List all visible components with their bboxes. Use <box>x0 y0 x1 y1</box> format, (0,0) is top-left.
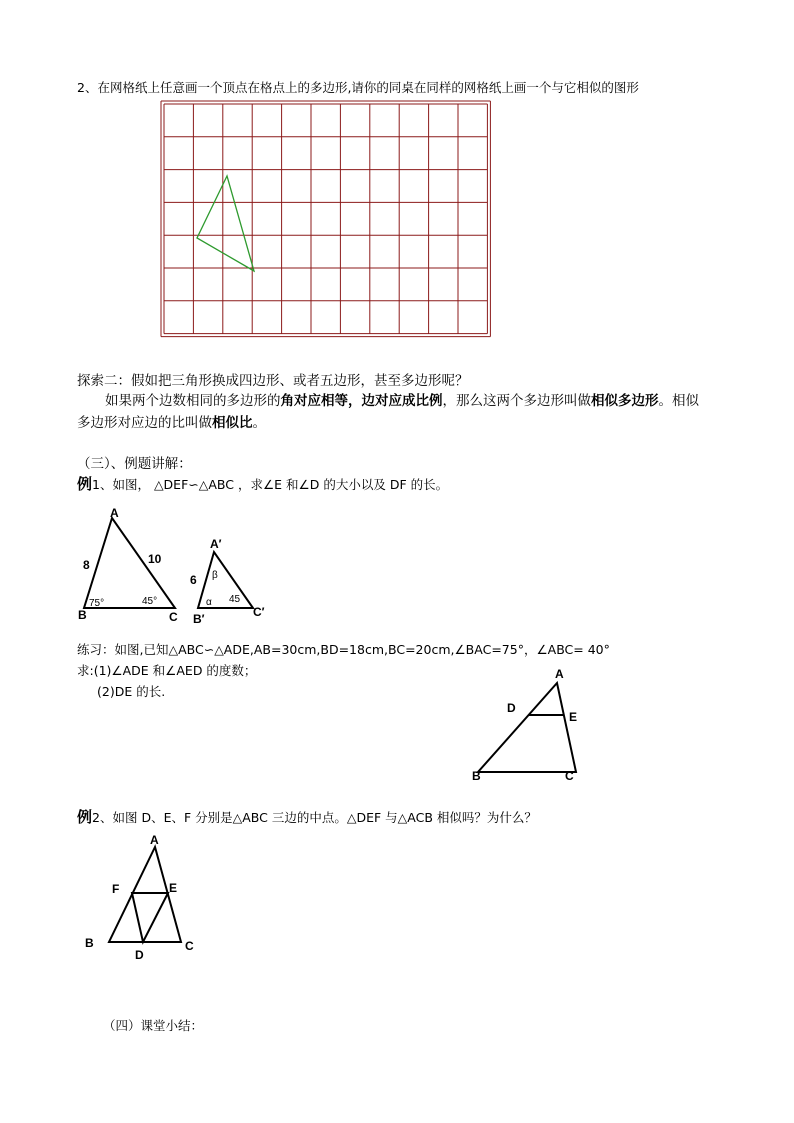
label-b: B <box>85 936 94 950</box>
label-e: E <box>169 881 178 895</box>
label-e: E <box>569 710 578 724</box>
beta-label: β <box>212 570 218 581</box>
label-a: A <box>150 835 159 847</box>
label-d: D <box>135 948 144 962</box>
example-2-figure <box>80 835 210 965</box>
section-4-heading: （四）课堂小结： <box>103 1018 204 1033</box>
section-3-heading: （三）、例题讲解： <box>77 456 192 472</box>
explore2-title: 探索二：假如把三角形换成四边形、或者五边形，甚至多边形呢？ <box>77 373 469 389</box>
example-1-figure <box>70 500 280 630</box>
keyword-angles-equal: 角对应相等 <box>280 393 348 409</box>
keyword-similarity-ratio: 相似比 <box>212 415 253 431</box>
practice-line-3: (2)DE 的长. <box>97 684 166 699</box>
explore2-definition-line1: 如果两个边数相同的多边形的角对应相等，边对应成比例，那么这两个多边形叫做相似多边形。相似 <box>105 393 699 409</box>
label-b-prime: B′ <box>193 612 205 626</box>
label-c-prime: C′ <box>253 605 265 619</box>
label-b: B <box>78 608 87 622</box>
label-d: D <box>507 701 516 715</box>
example-2-text: 例2、如图 D、E、F 分别是△ABC 三边的中点。△DEF 与△ACB 相似吗？为什么？ <box>77 808 537 826</box>
practice-line-2: 求:(1)∠ADE 和∠AED 的度数； <box>77 663 257 678</box>
label-c: C <box>565 769 574 783</box>
label-c: C <box>185 939 194 953</box>
example-1-text: 例1、如图， △DEF∽△ABC ，求∠E 和∠D 的大小以及 DF 的长。 <box>77 475 449 493</box>
label-a: A <box>110 506 119 520</box>
practice-line-1: 练习：如图,已知△ABC∽△ADE,AB=30cm,BD=18cm,BC=20cm,∠BAC=75°，∠ABC= 40° <box>77 642 610 657</box>
triangle-def <box>132 893 168 942</box>
alpha-label: α <box>206 597 212 608</box>
label-c: C <box>169 610 178 624</box>
side-a2b2-label: 6 <box>190 573 197 587</box>
keyword-sides-proportional: 边对应成比例 <box>361 393 443 409</box>
explore2-definition-line2: 多边形对应边的比叫做相似比。 <box>77 415 266 431</box>
angle-c2-label: 45 <box>229 594 241 605</box>
label-a-prime: A′ <box>210 537 222 551</box>
label-b: B <box>472 769 481 783</box>
question-2-text: 2、在网格纸上任意画一个顶点在格点上的多边形,请你的同桌在同样的网格纸上画一个与它相似的图形 <box>77 80 639 95</box>
side-ab-label: 8 <box>83 558 90 572</box>
grid-paper <box>160 100 492 348</box>
green-quadrilateral <box>197 176 254 271</box>
practice-figure <box>468 662 588 784</box>
label-f: F <box>112 882 120 896</box>
label-a: A <box>555 667 564 681</box>
side-ac-label: 10 <box>148 552 162 566</box>
triangle-abc <box>478 683 576 772</box>
angle-b-label: 75° <box>89 598 105 609</box>
keyword-similar-polygons: 相似多边形 <box>591 393 659 409</box>
angle-c-label: 45° <box>142 596 158 607</box>
